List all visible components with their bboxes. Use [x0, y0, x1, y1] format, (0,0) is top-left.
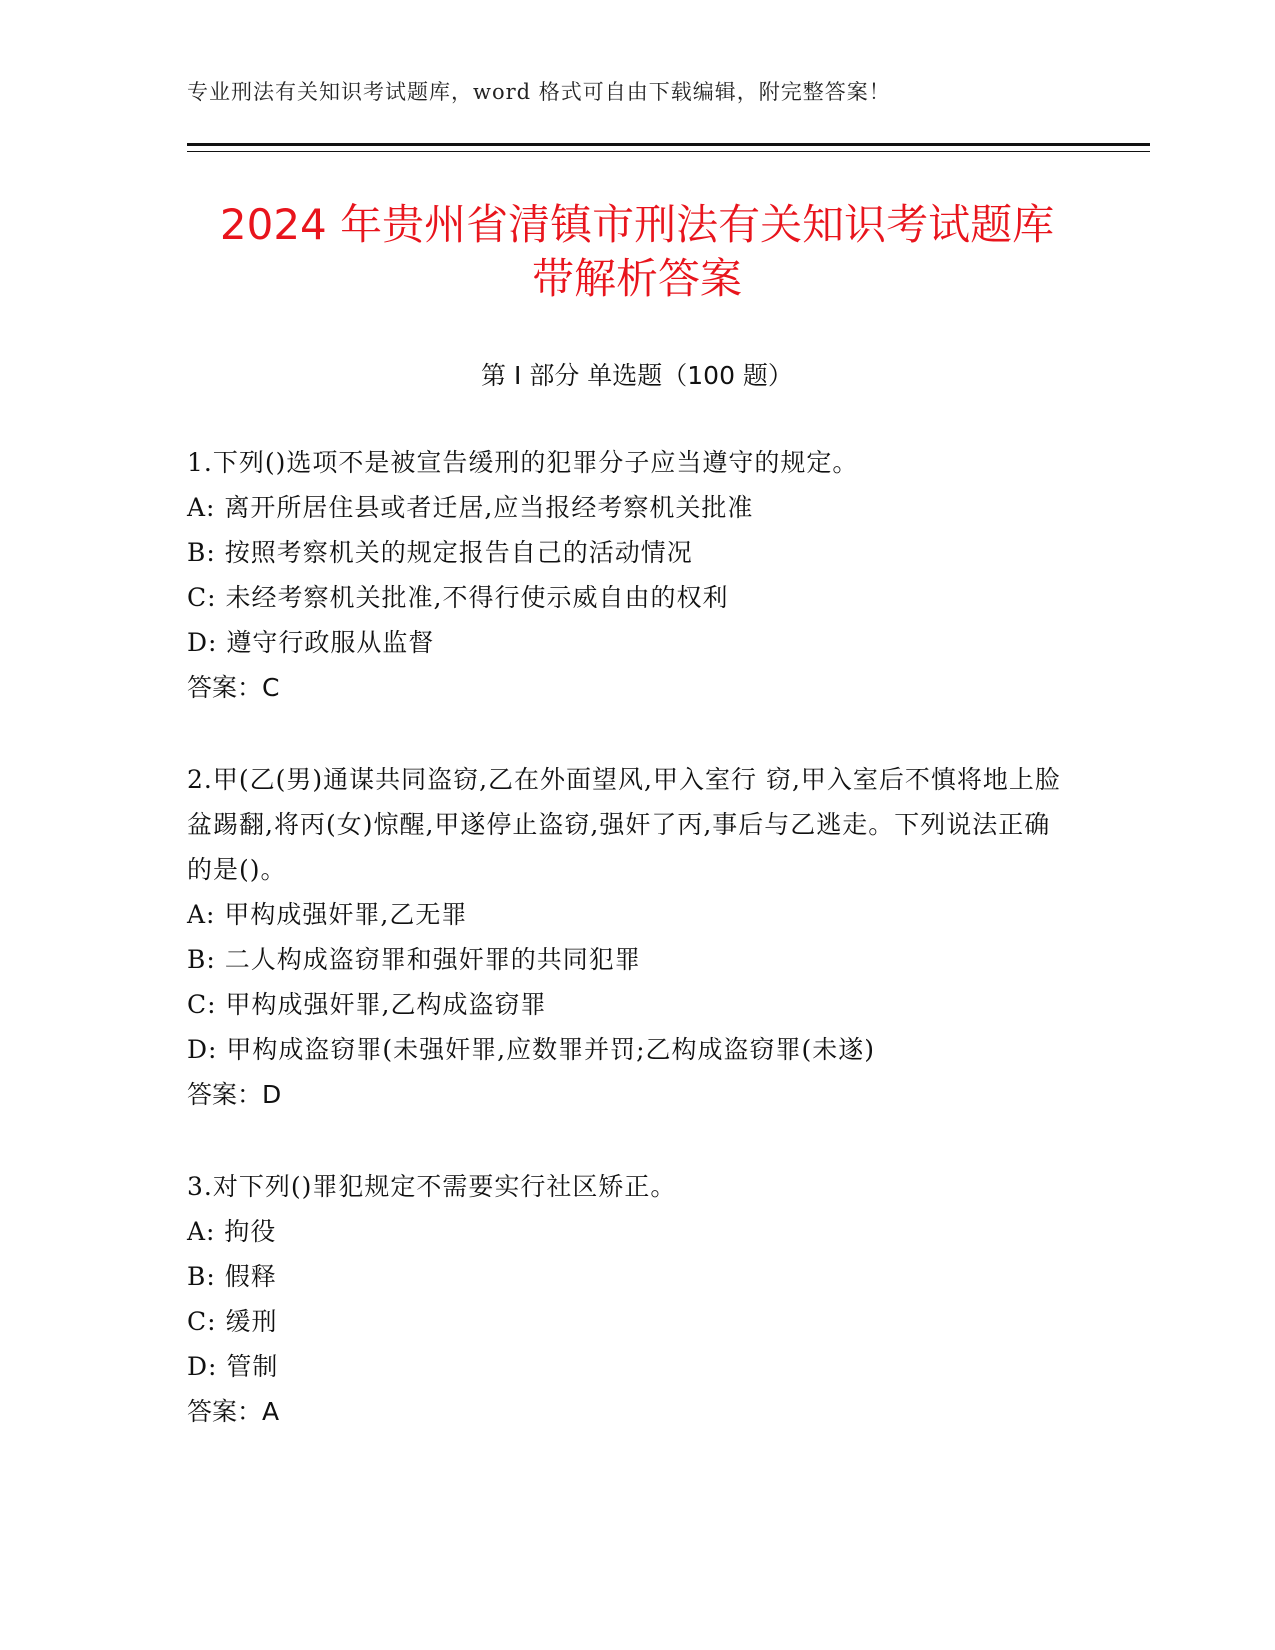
option-d: D: 管制	[187, 1352, 279, 1381]
option-b: B: 二人构成盗窃罪和强奸罪的共同犯罪	[187, 945, 641, 974]
option-c: C: 缓刑	[187, 1307, 278, 1336]
answer: 答案：C	[187, 673, 280, 702]
question-stem: 2.甲(乙(男)通谋共同盗窃,乙在外面望风,甲入室行 窃,甲入室后不慎将地上脸盆踢翻,将丙(女)惊醒,甲遂停止盗窃,强奸了丙,事后与乙逃走。下列说法正确的是()。	[187, 765, 1061, 884]
answer: 答案：A	[187, 1397, 280, 1426]
question-list	[187, 440, 1087, 1481]
document-title-line-2: 带解析答案	[531, 254, 742, 303]
option-a: A: 甲构成强奸罪,乙无罪	[187, 900, 468, 929]
option-d: D: 甲构成盗窃罪(未强奸罪,应数罪并罚;乙构成盗窃罪(未遂)	[187, 1035, 876, 1064]
option-c: C: 未经考察机关批准,不得行使示威自由的权利	[187, 583, 729, 612]
document-title	[187, 198, 1087, 306]
question-3	[187, 1164, 1087, 1435]
question-stem: 1.下列()选项不是被宣告缓刑的犯罪分子应当遵守的规定。	[187, 448, 859, 477]
document-title-line-1: 2024 年贵州省清镇市刑法有关知识考试题库	[219, 200, 1055, 249]
option-a: A: 离开所居住县或者迁居,应当报经考察机关批准	[187, 493, 754, 522]
option-b: B: 假释	[187, 1262, 277, 1291]
option-c: C: 甲构成强奸罪,乙构成盗窃罪	[187, 990, 547, 1019]
header-note: 专业刑法有关知识考试题库，word 格式可自由下载编辑，附完整答案！	[187, 80, 891, 104]
question-2	[187, 757, 1087, 1118]
option-a: A: 拘役	[187, 1217, 277, 1246]
answer: 答案：D	[187, 1080, 282, 1109]
option-d: D: 遵守行政服从监督	[187, 628, 435, 657]
header-divider-thick	[187, 143, 1150, 146]
question-stem: 3.对下列()罪犯规定不需要实行社区矫正。	[187, 1172, 677, 1201]
header-divider-thin	[187, 151, 1150, 152]
question-1	[187, 440, 1087, 711]
section-heading: 第 I 部分 单选题（100 题）	[481, 361, 793, 390]
option-b: B: 按照考察机关的规定报告自己的活动情况	[187, 538, 693, 567]
